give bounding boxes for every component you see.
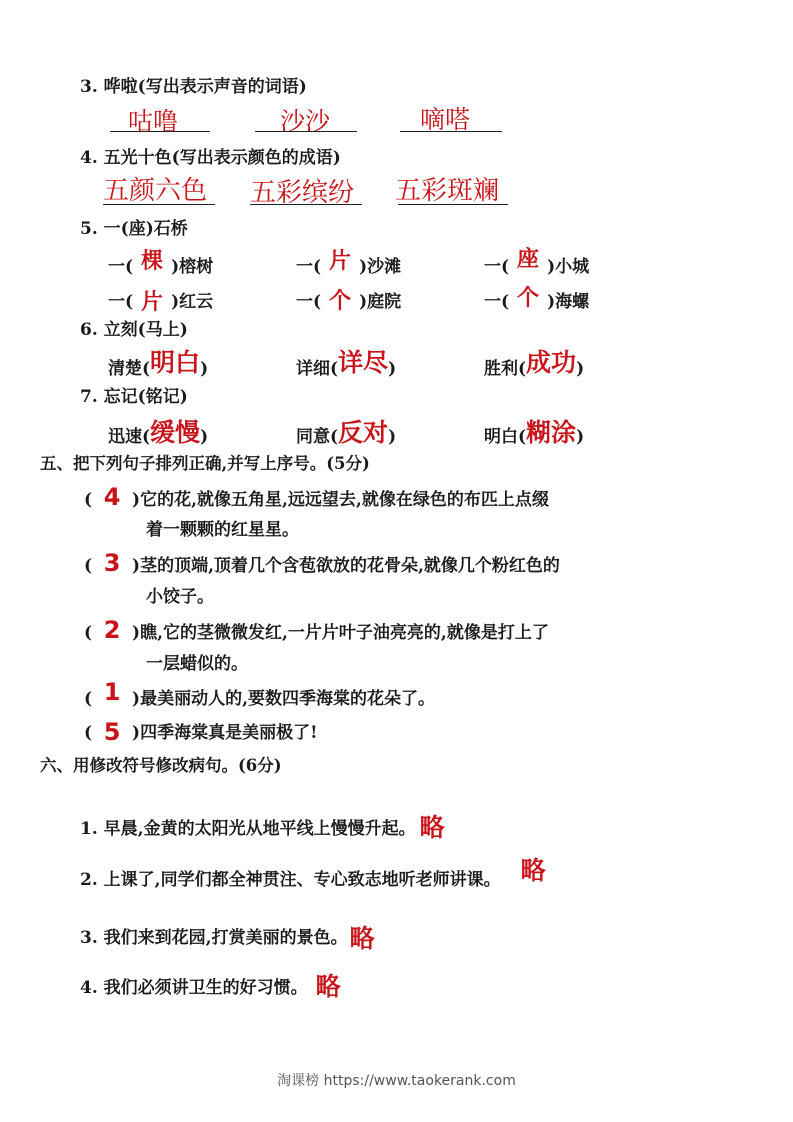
q3-answer-3: 嘀嗒 bbox=[420, 105, 471, 134]
answer-line bbox=[110, 131, 210, 132]
antonym-item: 明白(糊涂) bbox=[484, 418, 585, 447]
sentence-continuation: 一层蜡似的。 bbox=[146, 654, 248, 674]
correction-item: 3. 我们来到花园,打赏美丽的景色。略 bbox=[80, 924, 375, 953]
synonym-item: 胜利(成功) bbox=[484, 348, 585, 379]
answer-line bbox=[400, 131, 502, 132]
answer-line bbox=[255, 131, 357, 132]
sentence-continuation: 小饺子。 bbox=[146, 587, 214, 607]
measure-word-item: 一( 个 )庭院 bbox=[296, 289, 402, 314]
q3-answer-2: 沙沙 bbox=[280, 107, 331, 136]
footer-watermark: 淘课榜 https://www.taokerank.com bbox=[277, 1073, 516, 1089]
q7-label: 7. 忘记(铭记) bbox=[80, 387, 188, 407]
measure-word-item: 一( 片 )沙滩 bbox=[296, 249, 402, 277]
sentence-item: ( 3 )茎的顶端,顶着几个含苞欲放的花骨朵,就像几个粉红色的 bbox=[84, 549, 560, 577]
q4-label: 4. 五光十色(写出表示颜色的成语) bbox=[80, 148, 341, 168]
answer-line bbox=[398, 204, 508, 205]
measure-word-item: 一( 座 )小城 bbox=[484, 247, 590, 277]
measure-word-item: 一( 片 )红云 bbox=[108, 290, 214, 315]
measure-word-item: 一( 个 )海螺 bbox=[484, 286, 590, 312]
q4-answer-1: 五颜六色 bbox=[103, 176, 208, 206]
correction-item: 1. 早晨,金黄的太阳光从地平线上慢慢升起。 略 bbox=[80, 813, 445, 842]
antonym-item: 迅速(缓慢) bbox=[108, 418, 209, 447]
sentence-item: ( 5 )四季海棠真是美丽极了! bbox=[84, 718, 318, 746]
synonym-item: 清楚(明白) bbox=[108, 348, 209, 379]
answer-line bbox=[103, 204, 215, 205]
correction-item: 2. 上课了,同学们都全神贯注、专心致志地听老师讲课。 略 bbox=[80, 856, 546, 890]
section5-title: 五、把下列句子排列正确,并写上序号。(5分) bbox=[40, 454, 370, 473]
q4-answer-2: 五彩缤纷 bbox=[250, 178, 355, 208]
q6-label: 6. 立刻(马上) bbox=[80, 320, 188, 340]
sentence-item: ( 2 )瞧,它的茎微微发红,一片片叶子油亮亮的,就像是打上了 bbox=[84, 616, 549, 644]
sentence-item: ( 4 )它的花,就像五角星,远远望去,就像在绿色的布匹上点缀 bbox=[84, 483, 549, 511]
q3-label: 3. 哗啦(写出表示声音的词语) bbox=[80, 77, 307, 97]
q5-label: 5. 一(座)石桥 bbox=[80, 219, 188, 239]
q4-answer-3: 五彩斑斓 bbox=[395, 176, 500, 206]
antonym-item: 同意(反对) bbox=[296, 418, 397, 447]
q3-answer-1: 咕噜 bbox=[128, 107, 179, 136]
answer-line bbox=[250, 204, 362, 205]
measure-word-item: 一( 棵 )榕树 bbox=[108, 249, 214, 277]
synonym-item: 详细(详尽) bbox=[296, 348, 397, 379]
section6-title: 六、用修改符号修改病句。(6分) bbox=[40, 756, 282, 775]
sentence-continuation: 着一颗颗的红星星。 bbox=[146, 520, 299, 540]
sentence-item: ( 1 )最美丽动人的,要数四季海棠的花朵了。 bbox=[84, 678, 436, 709]
correction-item: 4. 我们必须讲卫生的好习惯。 略 bbox=[80, 972, 341, 1001]
